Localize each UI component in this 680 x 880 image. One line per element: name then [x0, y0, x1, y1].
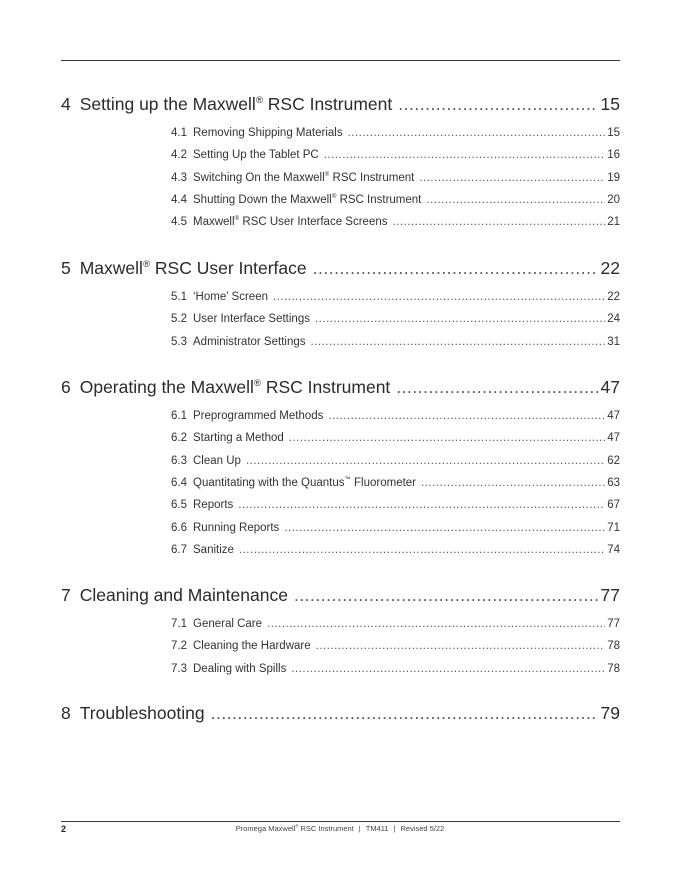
- dot-leader: [316, 640, 606, 652]
- dot-leader: [313, 258, 598, 279]
- entry-page-number: 63: [607, 476, 620, 489]
- dot-leader: [328, 410, 605, 422]
- toc-entry-4-3[interactable]: [171, 172, 620, 184]
- dot-leader: [426, 194, 605, 206]
- entry-number: 7.3: [171, 662, 187, 675]
- dot-leader: [398, 94, 597, 115]
- toc-entry-7-1[interactable]: [171, 618, 620, 630]
- toc-entry-6-2[interactable]: [171, 432, 620, 444]
- toc-entry-4-1[interactable]: [171, 127, 620, 139]
- dot-leader: [315, 313, 605, 325]
- dot-leader: [421, 477, 605, 489]
- section-page-number: 15: [600, 94, 620, 114]
- entry-number: 6.3: [171, 454, 187, 467]
- entry-title: General Care: [193, 618, 263, 630]
- section-title: Maxwell® RSC User Interface: [79, 258, 307, 278]
- section-page-number: 79: [600, 703, 620, 723]
- entry-page-number: 22: [607, 291, 620, 303]
- entry-page-number: 78: [607, 662, 620, 675]
- entry-number: 6.5: [171, 499, 187, 512]
- dot-leader: [273, 291, 605, 303]
- entry-number: 7.2: [171, 640, 187, 653]
- entry-page-number: 31: [607, 335, 620, 348]
- entry-number: 5.2: [171, 313, 187, 326]
- entry-number: 6.7: [171, 543, 187, 556]
- entry-title: Administrator Settings: [193, 335, 306, 348]
- entry-number: 6.1: [171, 410, 187, 422]
- entry-page-number: 16: [607, 149, 620, 162]
- section-title: Setting up the Maxwell® RSC Instrument: [79, 94, 393, 114]
- toc-entry-5-3[interactable]: [171, 336, 620, 348]
- entry-number: 4.5: [171, 216, 187, 229]
- toc-entry-7-2[interactable]: [171, 640, 620, 652]
- dot-leader: [324, 149, 605, 161]
- entry-number: 5.1: [171, 291, 187, 303]
- footer-rule: [61, 821, 620, 822]
- entry-number: 4.1: [171, 127, 187, 139]
- toc-entry-5-2[interactable]: [171, 313, 620, 325]
- dot-leader: [396, 377, 597, 398]
- footer-page-number: 2: [61, 824, 67, 834]
- entry-page-number: 77: [607, 618, 620, 630]
- dot-leader: [239, 544, 605, 556]
- entry-page-number: 19: [607, 171, 620, 184]
- entry-title: Removing Shipping Materials: [193, 127, 343, 139]
- entry-page-number: 15: [607, 127, 620, 139]
- dot-leader: [246, 455, 605, 467]
- section-title: Troubleshooting: [79, 703, 205, 723]
- toc-section-5[interactable]: [61, 258, 620, 279]
- entry-number: 4.4: [171, 193, 187, 206]
- dot-leader: [289, 432, 605, 444]
- entry-title: Sanitize: [193, 543, 234, 556]
- entry-title: Clean Up: [193, 454, 241, 467]
- entry-number: 6.6: [171, 521, 187, 534]
- entry-number: 6.2: [171, 432, 187, 445]
- entry-page-number: 62: [607, 454, 620, 467]
- entry-page-number: 47: [607, 410, 620, 422]
- entry-title: User Interface Settings: [193, 313, 310, 326]
- toc-entry-6-3[interactable]: [171, 455, 620, 467]
- toc-section-6[interactable]: [61, 377, 620, 398]
- dot-leader: [238, 499, 605, 511]
- dot-leader: [294, 585, 598, 606]
- header-rule: [61, 60, 620, 61]
- toc-entry-6-5[interactable]: [171, 499, 620, 511]
- toc-entry-6-1[interactable]: [171, 410, 620, 422]
- footer-doc-code: TM411: [365, 824, 389, 833]
- section-number: 7: [61, 585, 71, 605]
- section-title: Operating the Maxwell® RSC Instrument: [79, 377, 391, 397]
- entry-title: ‘Home’ Screen: [193, 291, 268, 303]
- entry-page-number: 74: [607, 543, 620, 556]
- dot-leader: [419, 172, 605, 184]
- toc-entry-4-2[interactable]: [171, 149, 620, 161]
- section-title: Cleaning and Maintenance: [79, 585, 288, 605]
- footer-doc-title: Promega Maxwell® RSC Instrument: [235, 823, 354, 833]
- toc-entry-6-4[interactable]: [171, 477, 620, 489]
- entry-number: 4.2: [171, 149, 187, 162]
- entry-number: 4.3: [171, 171, 187, 184]
- entry-page-number: 24: [607, 313, 620, 326]
- toc-entry-6-6[interactable]: [171, 522, 620, 534]
- entry-title: Cleaning the Hardware: [193, 640, 311, 653]
- entry-title: Running Reports: [193, 521, 280, 534]
- entry-number: 6.4: [171, 476, 187, 489]
- section-number: 6: [61, 377, 71, 397]
- section-page-number: 22: [600, 258, 620, 278]
- dot-leader: [348, 127, 606, 139]
- toc-entry-7-3[interactable]: [171, 663, 620, 675]
- dot-leader: [392, 216, 605, 228]
- toc-entry-4-4[interactable]: [171, 194, 620, 206]
- entry-title: Switching On the Maxwell® RSC Instrument: [193, 170, 415, 184]
- entry-page-number: 67: [607, 499, 620, 512]
- footer-separator: |: [393, 824, 396, 833]
- toc-entry-6-7[interactable]: [171, 544, 620, 556]
- dot-leader: [284, 522, 605, 534]
- dot-leader: [267, 618, 605, 630]
- section-number: 8: [61, 703, 71, 723]
- toc-section-4[interactable]: [61, 94, 620, 115]
- entry-title: Shutting Down the Maxwell® RSC Instrument: [193, 193, 422, 206]
- entry-title: Reports: [193, 499, 234, 512]
- entry-page-number: 21: [607, 216, 620, 229]
- entry-title: Quantitating with the Quantus™ Fluorometer: [193, 476, 417, 489]
- dot-leader: [211, 703, 598, 724]
- entry-title: Starting a Method: [193, 432, 284, 445]
- section-number: 4: [61, 94, 71, 114]
- entry-number: 5.3: [171, 335, 187, 348]
- toc-entry-5-1[interactable]: [171, 291, 620, 303]
- entry-title: Setting Up the Tablet PC: [193, 149, 319, 162]
- dot-leader: [291, 663, 605, 675]
- section-page-number: 77: [600, 585, 620, 605]
- entry-title: Maxwell® RSC User Interface Screens: [193, 215, 388, 229]
- toc-section-7[interactable]: [61, 585, 620, 606]
- entry-page-number: 71: [607, 521, 620, 534]
- dot-leader: [311, 336, 606, 348]
- entry-title: Preprogrammed Methods: [193, 410, 324, 422]
- toc-section-8[interactable]: [61, 703, 620, 724]
- entry-page-number: 47: [607, 432, 620, 445]
- entry-page-number: 78: [607, 640, 620, 653]
- section-page-number: 47: [600, 377, 620, 397]
- entry-title: Dealing with Spills: [193, 662, 287, 675]
- footer-document-info: [0, 824, 680, 833]
- footer-separator: |: [358, 824, 361, 833]
- entry-page-number: 20: [607, 193, 620, 206]
- entry-number: 7.1: [171, 618, 187, 630]
- toc-entry-4-5[interactable]: [171, 216, 620, 228]
- section-number: 5: [61, 258, 71, 278]
- footer-revision: Revised 5/22: [400, 824, 445, 833]
